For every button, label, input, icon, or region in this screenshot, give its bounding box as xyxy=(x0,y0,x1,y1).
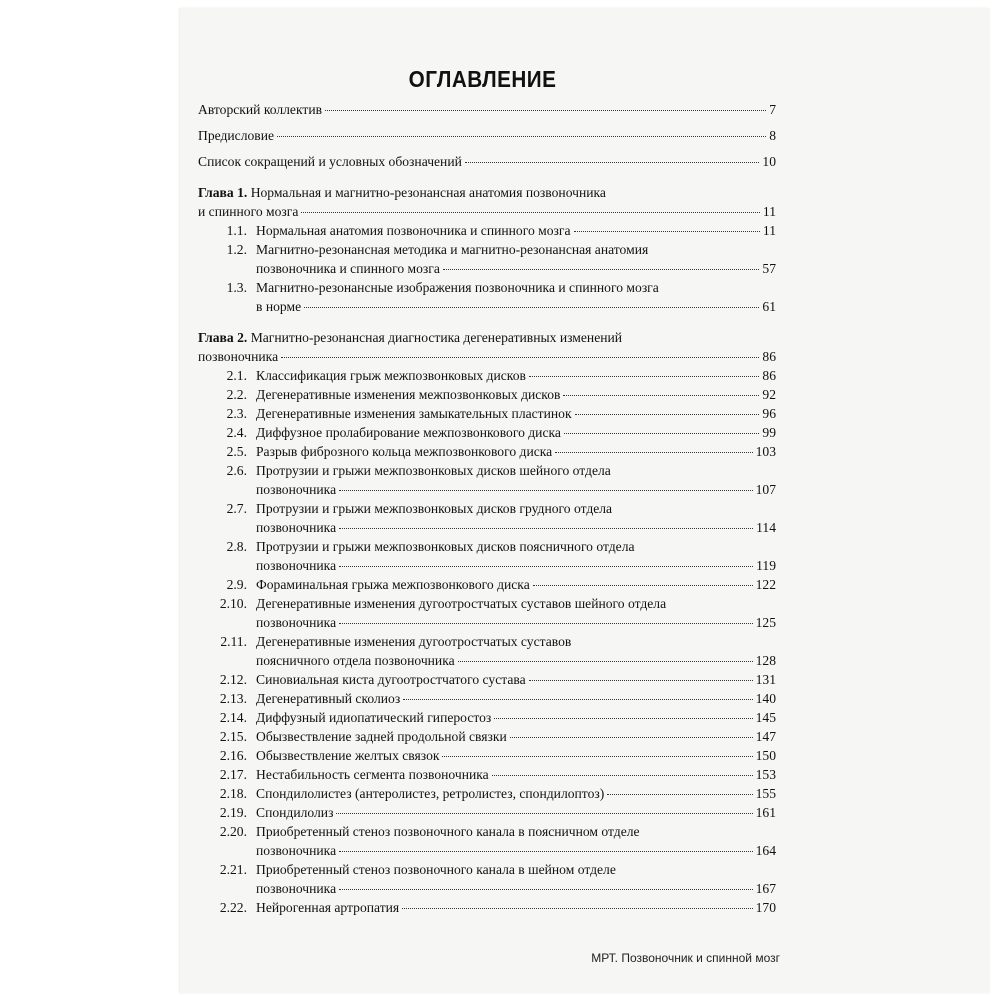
section-title: Приобретенный стеноз позвоночного канала в поясничном отделе xyxy=(256,824,640,839)
toc-section-2-11[interactable] xyxy=(198,632,776,670)
toc-section-2-10[interactable] xyxy=(198,594,776,632)
section-number: 2.21. xyxy=(219,862,247,877)
section-title-cont: позвоночника xyxy=(256,615,337,630)
toc-section-2-13[interactable] xyxy=(198,689,776,708)
chapter-title-line2: и спинного мозга xyxy=(198,204,299,219)
section-title: Магнитно-резонансная методика и магнитно-резонансная анатомия xyxy=(256,242,649,257)
section-number: 2.15. xyxy=(219,729,247,744)
toc-section-1-3[interactable] xyxy=(198,278,776,316)
toc-page-number: 96 xyxy=(762,406,776,421)
toc-page-number: 8 xyxy=(769,128,776,143)
toc-page-number: 155 xyxy=(755,786,776,801)
section-title: Дегенеративные изменения дугоотростчатых суставов xyxy=(256,634,572,649)
section-title-cont: позвоночника xyxy=(256,843,337,858)
chapter-title-line2: позвоночника xyxy=(198,349,279,364)
section-title: Классификация грыж межпозвонковых дисков xyxy=(256,368,526,383)
section-title-cont: в норме xyxy=(256,299,302,314)
toc-page-number: 119 xyxy=(756,558,776,573)
section-number: 2.20. xyxy=(219,824,247,839)
chapter-title-line1: Магнитно-резонансная диагностика дегенеративных изменений xyxy=(250,330,623,345)
section-title: Спондилолиз xyxy=(256,805,334,820)
toc-entry-authors[interactable] xyxy=(198,100,776,119)
toc-section-2-19[interactable] xyxy=(198,803,776,822)
toc-page-number: 153 xyxy=(755,767,776,782)
section-title-cont: позвоночника и спинного мозга xyxy=(256,261,440,276)
toc-section-2-4[interactable] xyxy=(198,423,776,442)
section-title: Дегенеративный сколиоз xyxy=(256,691,401,706)
section-title: Дегенеративные изменения замыкательных пластинок xyxy=(256,406,572,421)
toc-entry-abbreviations[interactable] xyxy=(198,152,776,171)
toc-section-2-2[interactable] xyxy=(198,385,776,404)
toc-page-number: 86 xyxy=(762,368,776,383)
section-title-cont: поясничного отдела позвоночника xyxy=(256,653,455,668)
section-number: 2.17. xyxy=(219,767,247,782)
toc-section-2-3[interactable] xyxy=(198,404,776,423)
table-of-contents xyxy=(198,100,776,917)
section-title-cont: позвоночника xyxy=(256,558,337,573)
page-footer: МРТ. Позвоночник и спинной мозг xyxy=(591,951,780,965)
section-title: Нестабильность сегмента позвоночника xyxy=(256,767,489,782)
toc-section-2-1[interactable] xyxy=(198,366,776,385)
section-title: Нейрогенная артропатия xyxy=(256,900,400,915)
section-number: 2.1. xyxy=(226,368,247,383)
toc-page-number: 92 xyxy=(762,387,776,402)
toc-page-number: 61 xyxy=(762,299,776,314)
toc-section-2-9[interactable] xyxy=(198,575,776,594)
toc-page-number: 145 xyxy=(755,710,776,725)
toc-section-2-22[interactable] xyxy=(198,898,776,917)
toc-section-1-2[interactable] xyxy=(198,240,776,278)
section-title: Синовиальная киста дугоотростчатого сустава xyxy=(256,672,526,687)
toc-section-2-5[interactable] xyxy=(198,442,776,461)
chapter-label: Глава 1. xyxy=(198,185,248,200)
toc-page-number: 161 xyxy=(755,805,776,820)
section-title: Спондилолистез (антеролистез, ретролистез, спондилоптоз) xyxy=(256,786,605,801)
section-title: Дегенеративные изменения межпозвонковых дисков xyxy=(256,387,561,402)
section-number: 2.10. xyxy=(219,596,247,611)
section-title: Протрузии и грыжи межпозвонковых дисков шейного отдела xyxy=(256,463,611,478)
section-title: Магнитно-резонансные изображения позвоночника и спинного мозга xyxy=(256,280,659,295)
toc-page-number: 122 xyxy=(755,577,776,592)
toc-section-2-12[interactable] xyxy=(198,670,776,689)
toc-section-2-20[interactable] xyxy=(198,822,776,860)
toc-section-2-17[interactable] xyxy=(198,765,776,784)
section-title: Нормальная анатомия позвоночника и спинного мозга xyxy=(256,223,571,238)
section-number: 2.9. xyxy=(226,577,247,592)
toc-section-2-15[interactable] xyxy=(198,727,776,746)
toc-page-number: 103 xyxy=(755,444,776,459)
toc-page-number: 114 xyxy=(756,520,776,535)
section-number: 1.2. xyxy=(226,242,247,257)
section-number: 2.8. xyxy=(226,539,247,554)
toc-page-number: 11 xyxy=(762,223,776,238)
section-number: 2.7. xyxy=(226,501,247,516)
toc-entry-text: Предисловие xyxy=(198,128,275,143)
toc-section-2-14[interactable] xyxy=(198,708,776,727)
toc-entry-text: Авторский коллектив xyxy=(198,102,323,117)
section-number: 2.14. xyxy=(219,710,247,725)
toc-page-number: 170 xyxy=(755,900,776,915)
toc-entry-preface[interactable] xyxy=(198,126,776,145)
section-title-cont: позвоночника xyxy=(256,482,337,497)
section-number: 2.13. xyxy=(219,691,247,706)
section-number: 2.18. xyxy=(219,786,247,801)
section-title: Обызвествление задней продольной связки xyxy=(256,729,507,744)
toc-page-number: 107 xyxy=(755,482,776,497)
section-number: 2.5. xyxy=(226,444,247,459)
toc-page-number: 7 xyxy=(769,102,776,117)
section-number: 2.4. xyxy=(226,425,247,440)
toc-page-number: 150 xyxy=(755,748,776,763)
section-number: 2.6. xyxy=(226,463,247,478)
toc-section-2-6[interactable] xyxy=(198,461,776,499)
section-number: 1.3. xyxy=(226,280,247,295)
toc-chapter-1[interactable] xyxy=(198,183,776,221)
toc-section-2-7[interactable] xyxy=(198,499,776,537)
toc-page-number: 164 xyxy=(755,843,776,858)
section-number: 2.2. xyxy=(226,387,247,402)
toc-page-number: 10 xyxy=(762,154,776,169)
toc-page-number: 125 xyxy=(755,615,776,630)
section-number: 2.16. xyxy=(219,748,247,763)
toc-page-number: 131 xyxy=(755,672,776,687)
section-title: Обызвествление желтых связок xyxy=(256,748,440,763)
section-number: 2.11. xyxy=(220,634,247,649)
toc-entry-text: Список сокращений и условных обозначений xyxy=(198,154,462,169)
toc-section-2-18[interactable] xyxy=(198,784,776,803)
toc-page-number: 11 xyxy=(762,204,776,219)
section-number: 2.22. xyxy=(219,900,247,915)
toc-section-2-21[interactable] xyxy=(198,860,776,898)
toc-page-number: 99 xyxy=(762,425,776,440)
toc-page-number: 128 xyxy=(755,653,776,668)
section-title: Диффузный идиопатический гиперостоз xyxy=(256,710,492,725)
section-number: 2.3. xyxy=(226,406,247,421)
section-title: Дегенеративные изменения дугоотростчатых суставов шейного отдела xyxy=(256,596,667,611)
section-title-cont: позвоночника xyxy=(256,520,337,535)
chapter-label: Глава 2. xyxy=(198,330,248,345)
toc-chapter-2[interactable] xyxy=(198,328,776,366)
section-number: 2.12. xyxy=(219,672,247,687)
section-title-cont: позвоночника xyxy=(256,881,337,896)
section-title: Приобретенный стеноз позвоночного канала в шейном отделе xyxy=(256,862,616,877)
chapter-title-line1: Нормальная и магнитно-резонансная анатомия позвоночника xyxy=(250,185,606,200)
section-title: Фораминальная грыжа межпозвонкового диска xyxy=(256,577,530,592)
section-number: 1.1. xyxy=(226,223,247,238)
section-title: Диффузное пролабирование межпозвонкового диска xyxy=(256,425,561,440)
section-title: Разрыв фиброзного кольца межпозвонкового диска xyxy=(256,444,553,459)
section-number: 2.19. xyxy=(219,805,247,820)
toc-section-2-8[interactable] xyxy=(198,537,776,575)
section-title: Протрузии и грыжи межпозвонковых дисков грудного отдела xyxy=(256,501,613,516)
section-title: Протрузии и грыжи межпозвонковых дисков поясничного отдела xyxy=(256,539,635,554)
toc-section-2-16[interactable] xyxy=(198,746,776,765)
toc-page-number: 167 xyxy=(755,881,776,896)
toc-page-number: 86 xyxy=(762,349,776,364)
toc-section-1-1[interactable] xyxy=(198,221,776,240)
toc-page-number: 147 xyxy=(755,729,776,744)
toc-page-number: 140 xyxy=(755,691,776,706)
page-title: ОГЛАВЛЕНИЕ xyxy=(408,66,557,92)
toc-page-number: 57 xyxy=(762,261,776,276)
